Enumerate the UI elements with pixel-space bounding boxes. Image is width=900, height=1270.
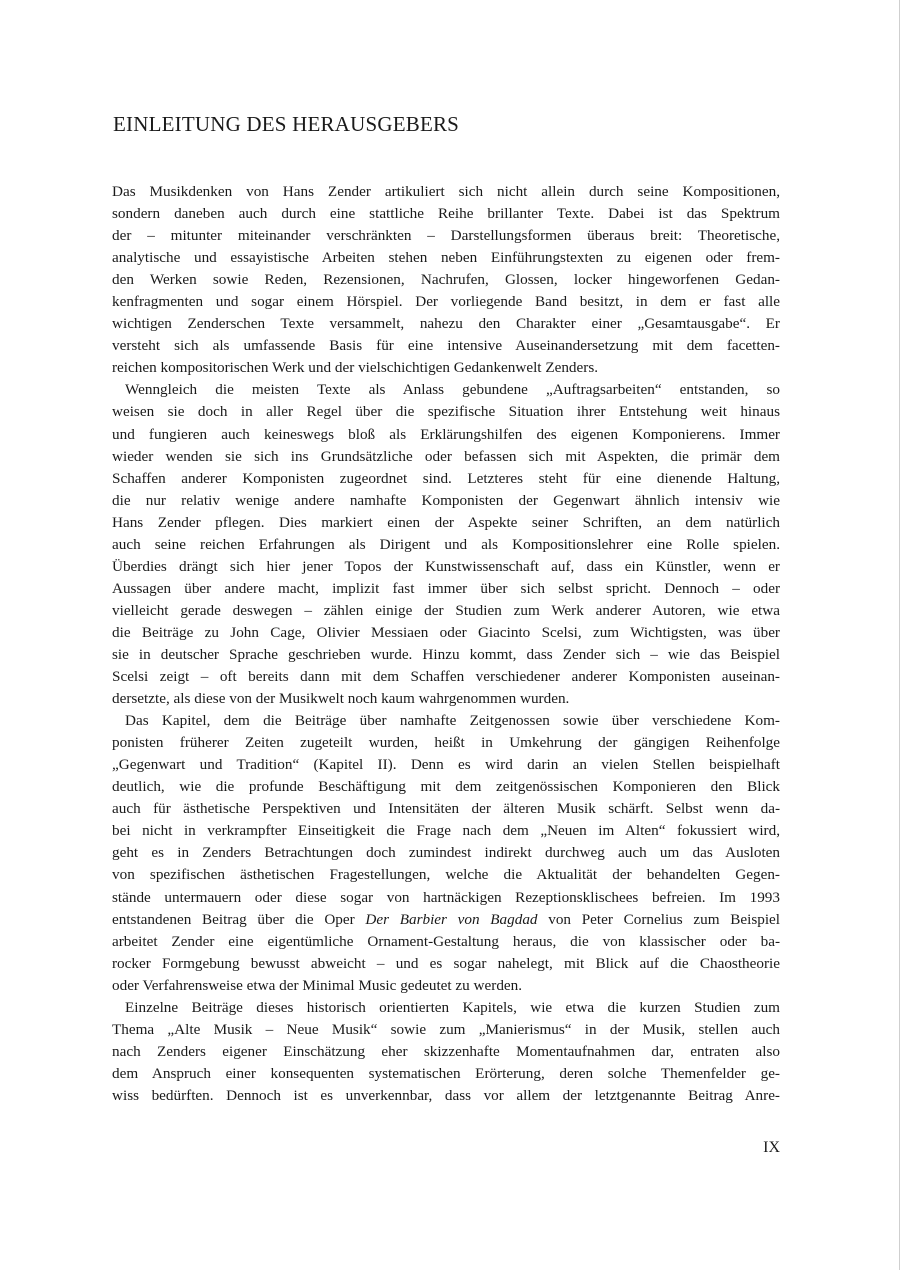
- text-line: und fungieren auch keineswegs bloß als Erklärungshilfen des eigenen Komponierens. Immer: [112, 425, 780, 443]
- text-line: versteht sich als umfassende Basis für eine intensive Auseinandersetzung mit dem facetten-: [112, 337, 780, 355]
- text-line: Schaffen anderer Komponisten zugeordnet sind. Letzteres steht für eine dienende Haltung,: [112, 469, 780, 487]
- text-line: Einzelne Beiträge dieses historisch orientierten Kapitels, wie etwa die kurzen Studien zum: [125, 998, 780, 1016]
- text-line: Das Musikdenken von Hans Zender artikuliert sich nicht allein durch seine Kompositionen,: [112, 183, 780, 200]
- text-line: Überdies drängt sich hier jener Topos der Kunstwissenschaft auf, dass ein Künstler, wenn er: [112, 557, 780, 575]
- text-line: Thema „Alte Musik – Neue Musik“ sowie zum „Manierismus“ in der Musik, stellen auch: [112, 1020, 780, 1038]
- text-line: auch seine reichen Erfahrungen als Dirigent und als Kompositionslehrer eine Rolle spielen.: [112, 535, 780, 553]
- text-line: entstandenen Beitrag über die Oper Der Barbier von Bagdad von Peter Cornelius zum Beispiel: [112, 910, 780, 928]
- text-line: kenfragmenten und sogar einem Hörspiel. Der vorliegende Band besitzt, in dem er fast alle: [112, 293, 780, 311]
- text-line: von spezifischen ästhetischen Fragestellungen, welche die Aktualität der behandelten Gegen-: [112, 866, 780, 884]
- text-line: dersetzte, als diese von der Musikwelt noch kaum wahrgenommen wurden.: [112, 690, 570, 708]
- text-line: bei nicht in verkrampfter Einseitigkeit die Frage nach dem „Neuen im Alten“ fokussiert wird,: [112, 822, 780, 840]
- text-line: Wenngleich die meisten Texte als Anlass gebundene „Auftragsarbeiten“ entstanden, so: [125, 381, 780, 399]
- text-line: die nur relativ wenige andere namhafte Komponisten der Gegenwart ähnlich intensiv wie: [112, 491, 780, 509]
- text-line: vielleicht gerade deswegen – zählen einige der Studien zum Werk anderer Autoren, wie etwa: [112, 601, 780, 619]
- text-line: auch für ästhetische Perspektiven und Intensitäten der älteren Musik schärft. Selbst wenn da-: [112, 800, 780, 818]
- text-line: stände untermauern oder diese sogar von hartnäckigen Rezeptionsklischees befreien. Im 1993: [112, 888, 780, 906]
- paragraph-1: [112, 181, 780, 379]
- text-line: wieder wenden sie sich ins Grundsätzliche oder befassen sich mit Aspekten, die primär dem: [112, 447, 780, 465]
- chapter-heading: EINLEITUNG DES HERAUSGEBERS: [113, 112, 460, 136]
- text-line: rocker Formgebung bewusst abweicht – und es sogar nahelegt, mit Blick auf die Chaostheorie: [112, 954, 780, 972]
- text-line: die Beiträge zu John Cage, Olivier Messiaen oder Giacinto Scelsi, zum Wichtigsten, was über: [112, 623, 780, 641]
- text-line: Scelsi zeigt – oft bereits dann mit dem Schaffen verschiedener anderer Komponisten auseinan-: [112, 668, 780, 686]
- text-line: den Werken sowie Reden, Rezensionen, Nachrufen, Glossen, locker hingeworfenen Gedan-: [112, 271, 780, 289]
- text-line: geht es in Zenders Betrachtungen doch zumindest indirekt durchweg auch um das Ausloten: [112, 844, 780, 862]
- text-line: nach Zenders eigener Einschätzung eher skizzenhafte Momentaufnahmen dar, entraten also: [112, 1042, 780, 1060]
- page-number: IX: [763, 1139, 780, 1156]
- text-line: „Gegenwart und Tradition“ (Kapitel II). Denn es wird darin an vielen Stellen beispielhaft: [112, 756, 780, 774]
- text-line: arbeitet Zender eine eigentümliche Ornament-Gestaltung heraus, die von klassischer oder ba-: [112, 932, 780, 950]
- text-line: weisen sie doch in aller Regel über die spezifische Situation ihrer Entstehung weit hinaus: [112, 403, 780, 421]
- body-text: [112, 181, 780, 1107]
- paragraph-3: [112, 710, 780, 997]
- text-line: Das Kapitel, dem die Beiträge über namhafte Zeitgenossen sowie über verschiedene Kom-: [125, 712, 780, 730]
- paragraph-2: [112, 379, 780, 710]
- text-line: dem Anspruch einer konsequenten systematischen Erörterung, deren solche Themenfelder ge-: [112, 1064, 780, 1082]
- text-line: sie in deutscher Sprache geschrieben wurde. Hinzu kommt, dass Zender sich – wie das Beispiel: [112, 645, 780, 663]
- text-line: wichtigen Zenderschen Texte versammelt, nahezu den Charakter einer „Gesamtausgabe“. Er: [112, 315, 780, 333]
- text-line: reichen kompositorischen Werk und der vielschichtigen Gedankenwelt Zenders.: [112, 359, 599, 377]
- text-line: ponisten früherer Zeiten zugeteilt wurden, heißt in Umkehrung der gängigen Reihenfolge: [112, 734, 780, 752]
- italic-title: Der Barbier von Bagdad: [365, 910, 538, 928]
- text-line: oder Verfahrensweise etwa der Minimal Music gedeutet zu werden.: [112, 976, 523, 994]
- text-line: Aussagen über andere macht, implizit fast immer über sich selbst spricht. Dennoch – oder: [112, 579, 780, 597]
- text-line: Hans Zender pflegen. Dies markiert einen der Aspekte seiner Schriften, an dem natürlich: [112, 513, 780, 531]
- text-line: der – mitunter miteinander verschränkten – Darstellungsformen überaus breit: Theoretische,: [112, 227, 780, 245]
- text-line: deutlich, wie die profunde Beschäftigung mit dem zeitgenössischen Komponieren den Blick: [112, 778, 780, 796]
- text-line: analytische und essayistische Arbeiten stehen neben Einführungstexten zu eigenen oder frem-: [112, 249, 780, 267]
- paragraph-4: [112, 997, 780, 1107]
- text-line: sondern daneben auch durch eine stattliche Reihe brillanter Texte. Dabei ist das Spektrum: [112, 205, 780, 223]
- text-line: wiss bedürften. Dennoch ist es unverkennbar, dass vor allem der letztgenannte Beitrag Anre-: [112, 1086, 780, 1104]
